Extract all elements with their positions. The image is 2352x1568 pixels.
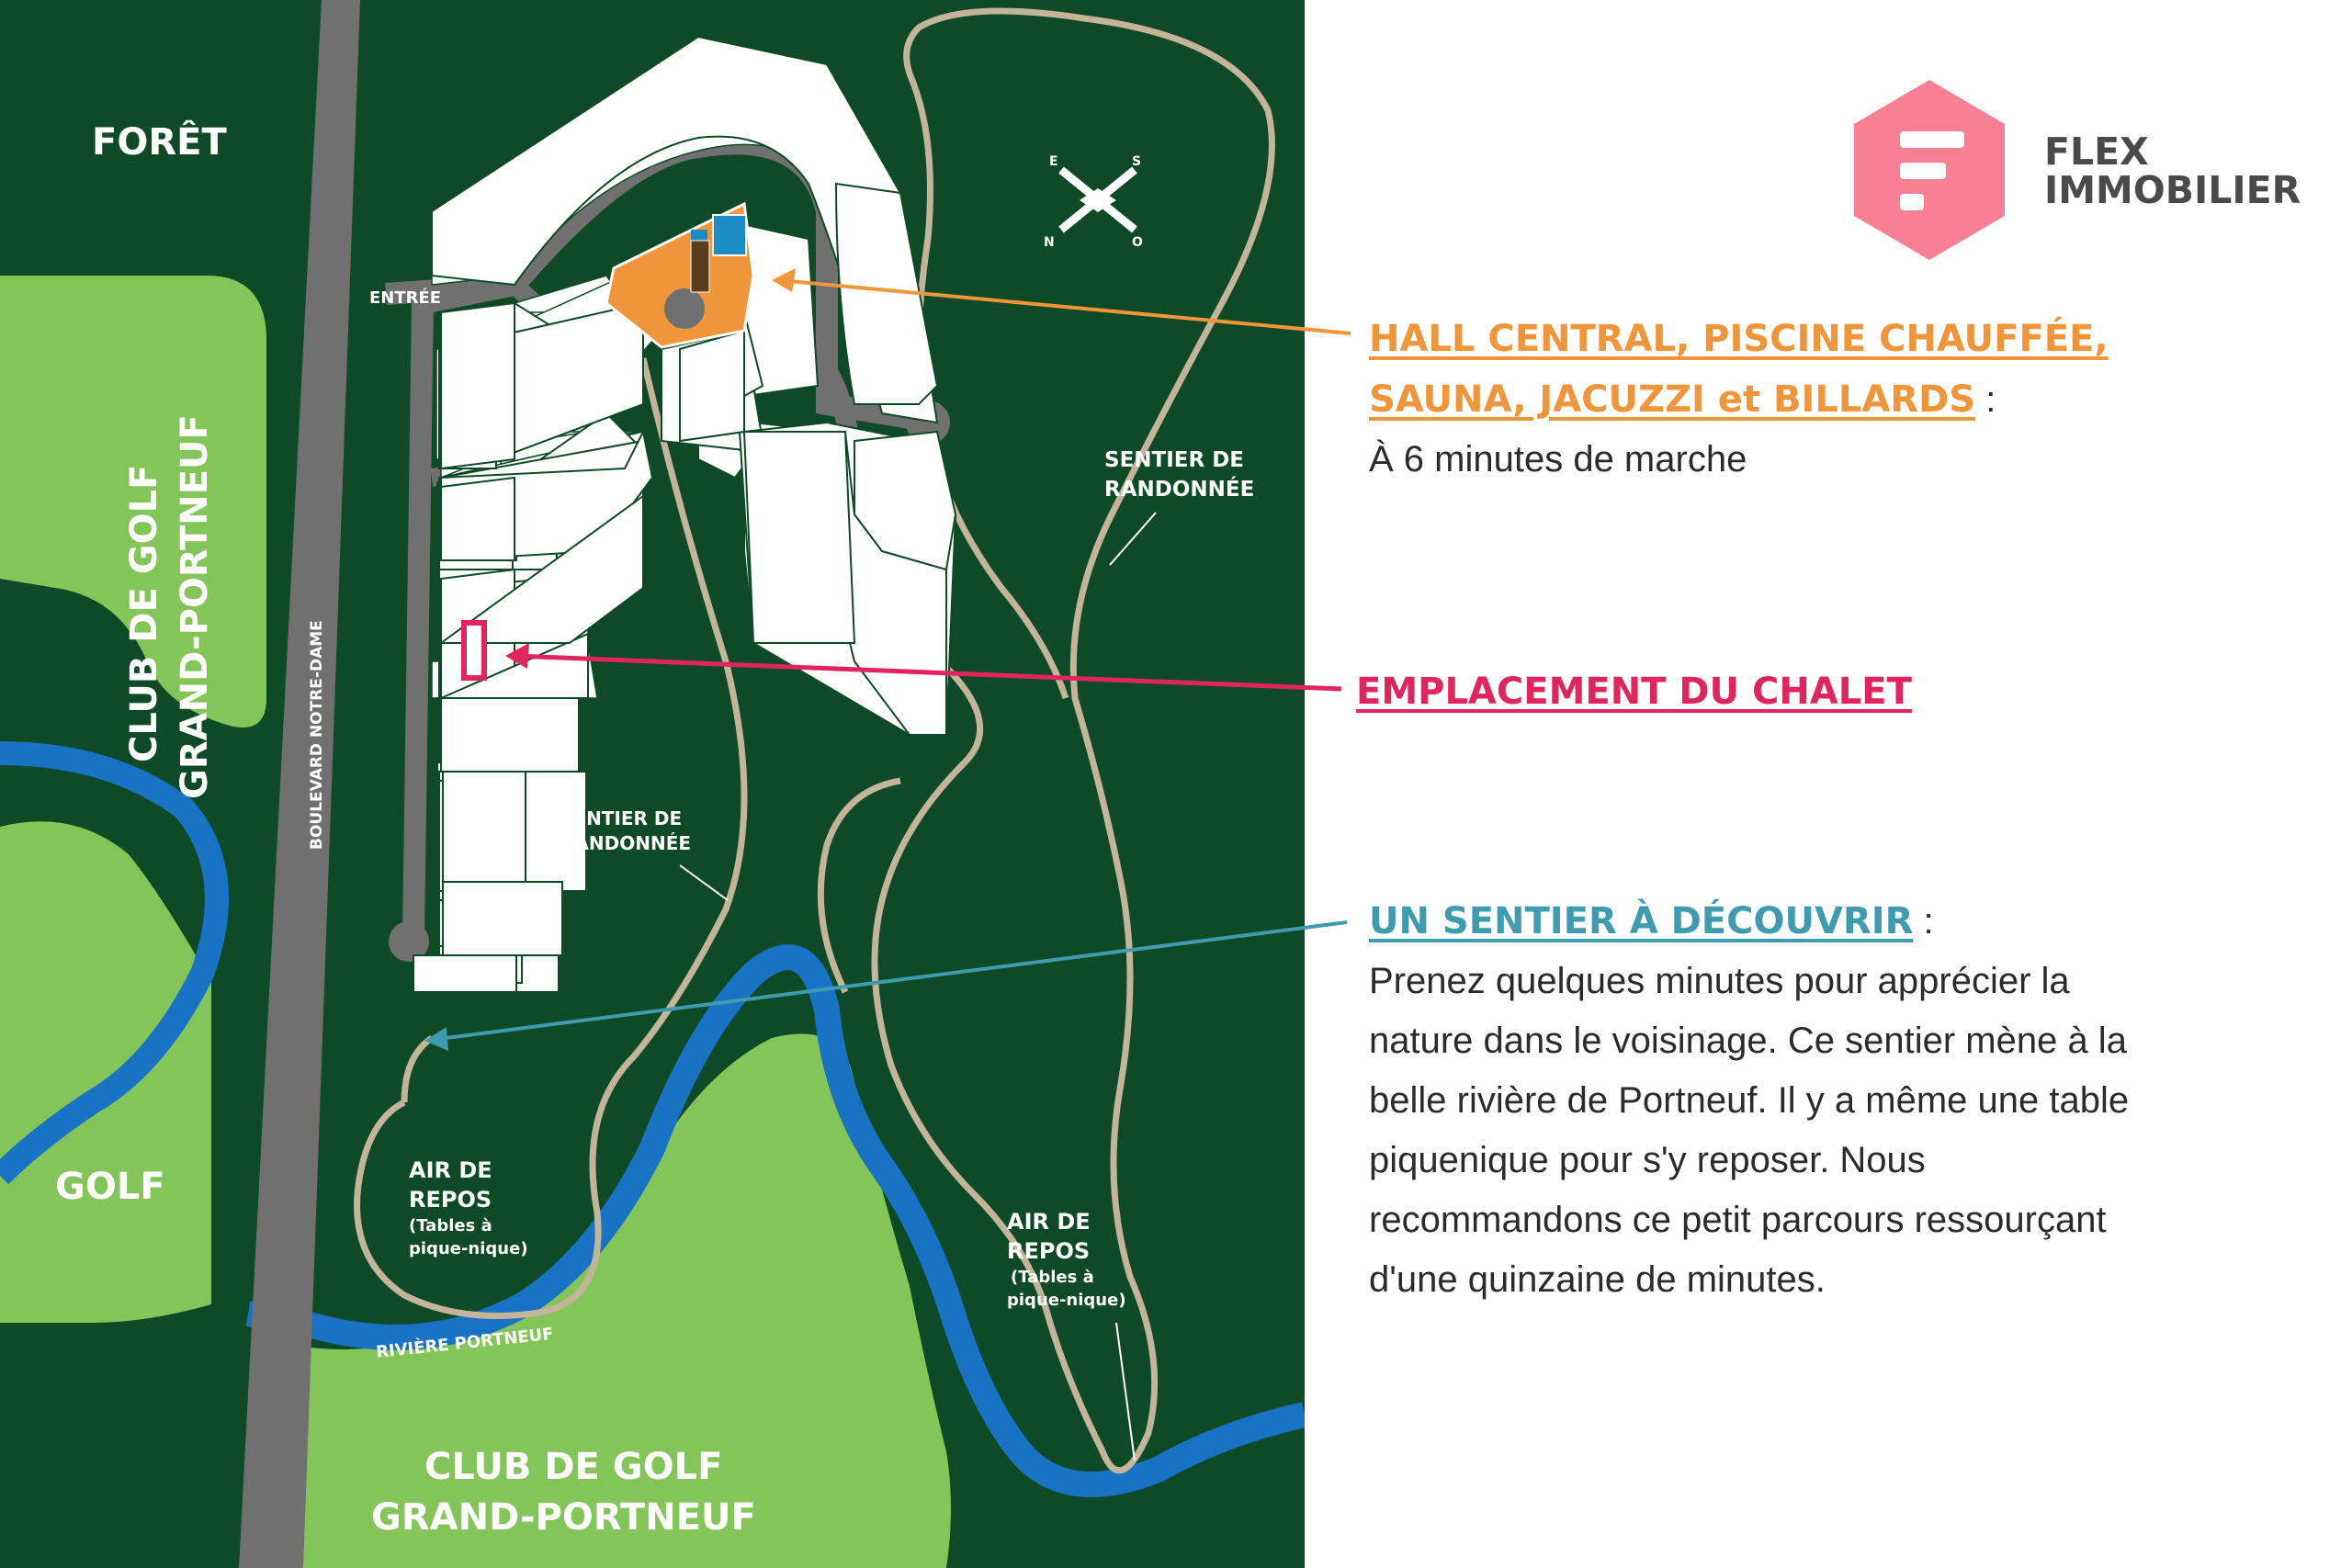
sentier-callout — [1369, 891, 2334, 1310]
svg-text:BOULEVARD NOTRE-DAME: BOULEVARD NOTRE-DAME — [308, 620, 326, 850]
sentier-right-line1: SENTIER DE — [1104, 448, 1245, 472]
entree-label: ENTRÉE — [369, 288, 442, 308]
logo-line2: IMMOBILIER — [2044, 168, 2301, 212]
sentier-body-line3: belle rivière de Portneuf. Il y a même une table — [1369, 1080, 2130, 1121]
sentier-right-line2: RANDONNÉE — [1104, 478, 1255, 502]
sentier-body-line6: d'une quinzaine de minutes. — [1369, 1259, 1826, 1300]
pool-icon — [713, 215, 746, 255]
sentier-title: UN SENTIER À DÉCOUVRIR — [1369, 900, 1914, 942]
air-right-line3: (Tables à — [1011, 1268, 1094, 1287]
sentier-body-line5: recommandons ce petit parcours ressourçant — [1369, 1200, 2107, 1240]
boulevard-label — [308, 620, 326, 850]
sentier-body-line1: Prenez quelques minutes pour apprécier la — [1369, 961, 2070, 1001]
svg-text:N: N — [1044, 235, 1055, 250]
svg-text:O: O — [1132, 235, 1143, 250]
svg-text:S: S — [1132, 154, 1142, 169]
air-right-line4: pique-nique) — [1007, 1291, 1126, 1310]
sentier-colon: : — [1913, 901, 1934, 942]
sentier-body-line4: piquenique pour s'y reposer. Nous — [1369, 1140, 1926, 1180]
svg-text:E: E — [1049, 154, 1058, 169]
logo-line1: FLEX — [2044, 130, 2149, 174]
air-left-line2: REPOS — [409, 1187, 492, 1213]
sentier-mid-line1: SENTIER DE — [560, 807, 683, 829]
air-left-line3: (Tables à — [409, 1216, 492, 1235]
air-right-line1: AIR DE — [1007, 1209, 1091, 1235]
sentier-body-line2: nature dans le voisinage. Ce sentier mène à la — [1369, 1021, 2127, 1061]
hall-callout — [1369, 309, 2324, 490]
hall-title-line2: SAUNA, JACUZZI et BILLARDS — [1369, 378, 1976, 421]
hall-colon: : — [1975, 379, 1996, 420]
chalet-title: EMPLACEMENT DU CHALET — [1356, 671, 1912, 713]
hall-body: À 6 minutes de marche — [1369, 439, 1747, 479]
chalet-callout — [1356, 661, 2321, 722]
flex-f-hexagon-icon — [1847, 78, 2012, 262]
svg-text:GRAND-PORTNEUF: GRAND-PORTNEUF — [174, 414, 216, 799]
sentier-mid-line2: RANDONNÉE — [560, 832, 692, 854]
air-left-line4: pique-nique) — [409, 1239, 528, 1258]
foret-label: FORÊT — [92, 121, 227, 164]
air-right-line2: REPOS — [1007, 1238, 1091, 1264]
air-left-line1: AIR DE — [409, 1157, 492, 1183]
flex-immobilier-logo — [1847, 78, 2306, 262]
hall-title-line1: HALL CENTRAL, PISCINE CHAUFFÉE, — [1369, 318, 2109, 360]
chalet-marker — [464, 623, 484, 678]
club-bottom-line1: CLUB DE GOLF — [424, 1446, 723, 1488]
svg-text:RIVIÈRE PORTNEUF: RIVIÈRE PORTNEUF — [375, 1324, 555, 1362]
svg-text:CLUB DE GOLF: CLUB DE GOLF — [123, 464, 165, 762]
golf-label: GOLF — [55, 1166, 165, 1208]
club-bottom-line2: GRAND-PORTNEUF — [371, 1496, 756, 1539]
